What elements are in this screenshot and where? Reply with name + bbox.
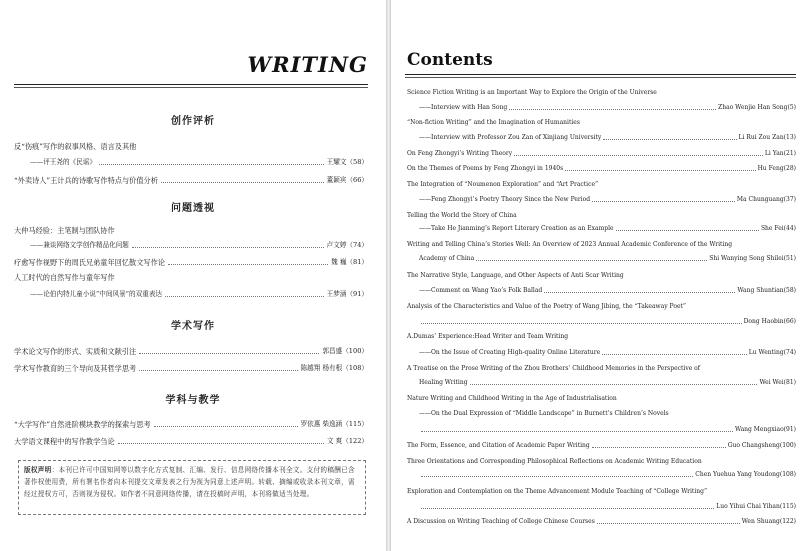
journal-brand: WRITING <box>247 52 368 77</box>
contents-entry[interactable] <box>419 225 796 233</box>
contents-entry[interactable] <box>419 503 796 511</box>
toc-item-author: 董颖宾（66） <box>326 176 368 184</box>
contents-entry-author: Luo Yihui Chai Yihan(115) <box>716 503 796 510</box>
toc-item-row[interactable] <box>14 364 368 373</box>
contents-heading: Contents <box>407 50 493 70</box>
contents-entry[interactable] <box>419 349 796 357</box>
dot-leader <box>118 437 324 444</box>
contents-entry[interactable] <box>407 150 796 158</box>
contents-entry-author: Dong Haobin(66) <box>743 318 796 325</box>
toc-item-row[interactable] <box>14 176 368 185</box>
dot-leader <box>168 258 328 265</box>
toc-item-row[interactable] <box>14 290 368 299</box>
contents-entry-author: Li Yan(21) <box>764 150 796 157</box>
dot-leader <box>470 379 758 385</box>
copyright-text: ：本刊已许可中国知网等以数字化方式复制、汇编、发行、信息网络传播本刊全文。支付的稿酬已含著作权使用费，所有署名作者向本刊提交文章发表之行为视为同意上述声明。转载、摘编或收录本刊文章，需经过授权方可，否则视为侵权。如作者不同意网络传播，请在投稿时声明，本刊将做适当处理。 <box>24 466 355 498</box>
contents-entry-author: Wang Shuntian(58) <box>737 287 796 294</box>
brand-rule-thin <box>14 87 368 88</box>
dot-leader <box>592 196 735 202</box>
dot-leader <box>509 104 716 110</box>
contents-entry-author: She Fei(44) <box>760 225 796 232</box>
contents-entry[interactable] <box>407 442 796 450</box>
contents-title-line[interactable]: Science Fiction Writing is an Important Way to Explore the Origin of the Universe <box>407 89 657 96</box>
dot-leader <box>544 287 735 293</box>
contents-rule-thin <box>405 77 796 78</box>
toc-item-row[interactable] <box>14 241 368 250</box>
contents-entry-author: Zhao Wenjie Han Song(5) <box>718 104 796 111</box>
contents-entry-text: ——Feng Zhongyi’s Poetry Theory Since the New Period <box>419 196 591 203</box>
toc-item-title[interactable]: 反“伤痕”写作的叙事风格、语言及其他 <box>14 142 137 151</box>
contents-entry[interactable] <box>419 196 796 204</box>
brand-rule <box>14 84 368 85</box>
contents-entry-author: Chen Yuehua Yang Youdong(108) <box>695 471 796 478</box>
copyright-label: 版权声明 <box>24 466 52 474</box>
contents-entry-text: The Form, Essence, and Citation of Academic Paper Writing <box>407 442 590 449</box>
contents-entry-text: A Discussion on Writing Teaching of College Chinese Courses <box>407 518 595 525</box>
contents-entry-text: On the Themes of Poems by Feng Zhongyi in 1940s <box>407 165 564 172</box>
dot-leader <box>616 225 759 231</box>
dot-leader <box>476 255 707 261</box>
toc-item-title: “外卖诗人”王计兵的诗歌写作特点与价值分析 <box>14 176 158 185</box>
contents-title-line[interactable]: Writing and Telling China’s Stories Well: An Overview of 2023 Annual Academic Conference of the Writing <box>407 241 733 248</box>
contents-title-line[interactable]: A.Dumas’ Experience:Head Writer and Team Writing <box>407 333 569 340</box>
toc-item-title: 疗愈写作视野下的周氏兄弟童年回忆散文写作论 <box>14 258 165 267</box>
dot-leader <box>421 503 714 509</box>
dot-leader <box>154 420 298 427</box>
contents-title-line[interactable]: A Treatise on the Prose Writing of the Zhou Brothers’ Childhood Memories in the Perspective of <box>407 365 701 372</box>
left-page <box>0 0 386 551</box>
contents-entry-text: ——Interview with Professor Zou Zan of Xinjiang University <box>419 134 602 141</box>
toc-item-author: 文 爽（122） <box>326 437 368 445</box>
contents-entry-author: Wang Mengxiao(91) <box>734 426 796 433</box>
toc-item-subtitle: ——论伯内特儿童小说“中间风景”的双重表达 <box>30 290 163 298</box>
contents-entry[interactable] <box>407 518 796 526</box>
contents-entry[interactable] <box>419 379 796 387</box>
dot-leader <box>132 241 324 248</box>
contents-title-line[interactable]: Nature Writing and Childhood Writing in the Age of Industrialisation <box>407 395 617 402</box>
contents-entry-text: ——On the Issue of Creating High-quality Online Literature <box>419 349 601 356</box>
dot-leader <box>99 158 324 165</box>
copyright-notice <box>18 460 366 515</box>
toc-item-row[interactable] <box>14 420 368 429</box>
toc-item-subtitle: ——兼谈网络文学创作精品化问题 <box>30 241 129 249</box>
section-title: 创作评析 <box>171 116 215 127</box>
toc-item-author: 陈越翔 杨有根（108） <box>300 364 368 372</box>
dot-leader <box>139 347 319 354</box>
contents-title-line[interactable]: Exploration and Contemplation on the Theme Advancement Module Teaching of “College Writing” <box>407 488 708 495</box>
section-title: 问题透视 <box>171 203 215 214</box>
section-title: 学术写作 <box>171 321 215 332</box>
right-page <box>391 0 810 551</box>
toc-item-author: 王梦涵（91） <box>326 290 368 298</box>
dot-leader <box>139 364 297 371</box>
toc-item-author: 郭昌盛（100） <box>322 347 368 355</box>
toc-item-title: 大学语文课程中的写作教学刍论 <box>14 437 115 446</box>
dot-leader <box>161 176 324 183</box>
toc-item-author: 罗依惠 柴逸涵（115） <box>300 420 368 428</box>
dot-leader <box>514 150 763 156</box>
contents-entry-author: Wen Shuang(122) <box>741 518 796 525</box>
section-title: 学科与教学 <box>165 395 221 406</box>
dot-leader <box>165 290 324 297</box>
contents-entry-author: Hu Feng(28) <box>757 165 796 172</box>
contents-entry-author: Ma Chunguang(37) <box>736 196 796 203</box>
toc-item-subtitle: ——评王尧的《民谣》 <box>30 158 96 166</box>
contents-entry-author: Guo Changsheng(100) <box>727 442 796 449</box>
contents-title-line[interactable]: Analysis of the Characteristics and Value of the Poetry of Wang Jibing, the “Takeaway Poet” <box>407 303 686 310</box>
contents-entry[interactable] <box>419 318 796 326</box>
contents-entry-author: Lu Wenting(74) <box>748 349 796 356</box>
dot-leader <box>421 426 733 432</box>
contents-entry[interactable] <box>419 471 796 479</box>
toc-item-row[interactable] <box>14 437 368 446</box>
contents-entry[interactable] <box>419 104 796 112</box>
contents-entry-text: ——Interview with Han Song <box>419 104 508 111</box>
toc-item-author: 卢文婷（74） <box>326 241 368 249</box>
toc-item-title[interactable]: 大仲马经验：主笔制与团队协作 <box>14 226 115 235</box>
toc-item-author: 魏 巍（81） <box>331 258 368 266</box>
contents-rule <box>405 74 796 75</box>
contents-entry[interactable] <box>419 426 796 434</box>
contents-entry[interactable] <box>419 134 796 142</box>
toc-item-author: 王耀文（58） <box>326 158 368 166</box>
dot-leader <box>602 349 747 355</box>
toc-item-title: “大学写作”自然进阶模块教学的探索与思考 <box>14 420 151 429</box>
contents-title-line[interactable]: “Non-fiction Writing” and the Imagination of Humanities <box>407 119 580 126</box>
contents-entry[interactable] <box>407 165 796 173</box>
contents-title-line[interactable]: ——On the Dual Expression of “Middle Landscape” in Burnett’s Children’s Novels <box>419 410 669 417</box>
contents-entry[interactable] <box>419 287 796 295</box>
toc-item-row[interactable] <box>14 158 368 167</box>
dot-leader <box>421 318 742 324</box>
contents-entry-author: Li Rui Zou Zan(13) <box>738 134 796 141</box>
dot-leader <box>421 471 693 477</box>
contents-entry-author: Shi Wanying Song Shilei(51) <box>709 255 796 262</box>
dot-leader <box>603 134 736 140</box>
contents-entry[interactable] <box>419 255 796 263</box>
contents-entry-text: Healing Writing <box>419 379 468 386</box>
dot-leader <box>592 442 726 448</box>
contents-title-line[interactable]: The Integration of “Noumenon Exploration” and “Art Practice” <box>407 181 599 188</box>
toc-item-title: 学术写作教育的三个导向及其哲学思考 <box>14 364 137 373</box>
contents-entry-author: Wei Wei(81) <box>759 379 796 386</box>
contents-entry-text: On Feng Zhongyi’s Writing Theory <box>407 150 513 157</box>
contents-entry-text: Academy of China <box>419 255 475 262</box>
contents-entry-text: ——Comment on Wang Yao’s Folk Ballad <box>419 287 543 294</box>
toc-item-row[interactable] <box>14 258 368 267</box>
contents-title-line[interactable]: Telling the World the Story of China <box>407 212 517 219</box>
contents-title-line[interactable]: The Narrative Style, Language, and Other Aspects of Anti Scar Writing <box>407 272 624 279</box>
contents-entry-text: ——Take He Jianming’s Report Literary Creation as an Example <box>419 225 614 232</box>
toc-item-title: 学术论文写作的形式、实质和文献引注 <box>14 347 137 356</box>
dot-leader <box>597 518 740 524</box>
contents-title-line[interactable]: Three Orientations and Corresponding Philosophical Reflections on Academic Writing Education <box>407 458 702 465</box>
dot-leader <box>565 165 755 171</box>
toc-item-row[interactable] <box>14 347 368 356</box>
toc-item-title[interactable]: 人工时代的自然写作与童年写作 <box>14 273 115 282</box>
